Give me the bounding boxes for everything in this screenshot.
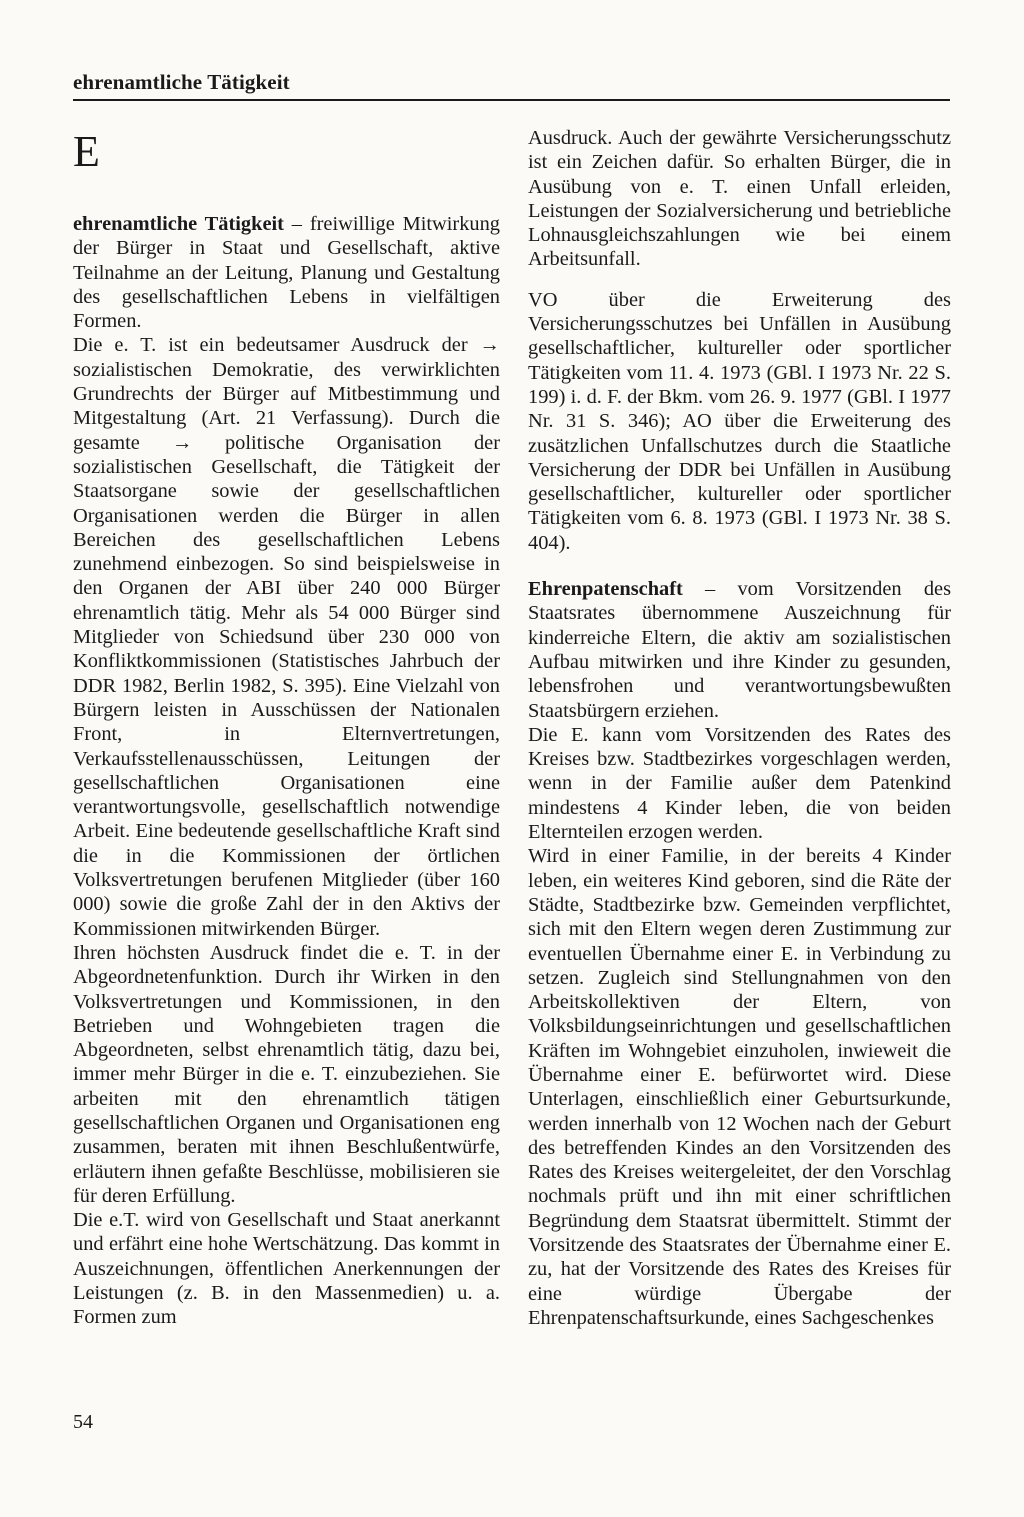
entry-definition: – vom Vorsitzenden des Staatsrates übernommene Auszeichnung für kinderreiche Eltern, die aktiv am sozialistischen Aufbau mitwirken und ihre Kinder zu gesunden, lebensfrohen und verantwortungsbewußten Staatsbürgern erziehen. [528, 578, 951, 722]
running-head: ehrenamtliche Tätigkeit [73, 70, 290, 94]
left-column [73, 122, 500, 1330]
entry-ehrenpatenschaft [528, 577, 951, 723]
paragraph: Die E. kann vom Vorsitzenden des Rates des Kreises bzw. Stadtbezirkes vorgeschlagen werden, wenn in der Familie außer dem Patenkind mindestens 4 Kinder leben, die von beiden Elternteilen erzogen werden. [528, 723, 951, 844]
legal-references: VO über die Erweiterung des Versicherungsschutzes bei Unfällen in Ausübung gesellschaftlicher, kultureller oder sportlicher Tätigkeiten vom 11. 4. 1973 (GBl. I 1973 Nr. 22 S. 199) i. d. F. der Bkm. vom 26. 9. 1977 (GBl. I 1977 Nr. 31 S. 346); AO über die Erweiterung des zusätzlichen Unfallschutzes durch die Staatliche Versicherung der DDR bei Unfällen in Ausübung gesellschaftlicher, kultureller oder sportlicher Tätigkeiten vom 6. 8. 1973 (GBl. I 1973 Nr. 38 S. 404). [528, 288, 951, 554]
section-letter: E [73, 127, 100, 176]
paragraph: Die e.T. wird von Gesellschaft und Staat anerkannt und erfährt eine hohe Wertschätzung. Das kommt in Auszeichnungen, öffentlichen Anerkennungen der Leistungen (z. B. in den Massenmedien) u. a. Formen zum [73, 1209, 500, 1329]
right-column [528, 126, 951, 1330]
paragraph: Ihren höchsten Ausdruck findet die e. T. in der Abgeordnetenfunktion. Durch ihr Wirken in den Volksvertretungen und Kommissionen, in den Betrieben und Wohngebieten tragen die Abgeordneten, selbst ehrenamtlich tätig, dazu bei, immer mehr Bürger in die e. T. einzubeziehen. Sie arbeiten mit den ehrenamtlich tätigen gesellschaftlichen Organen und Organisationen eng zusammen, beraten mit ihnen Beschlußentwürfe, erläutern ihnen gefaßte Beschlüsse, mobilisieren sie für deren Erfüllung. [73, 941, 500, 1207]
paragraph: Die e. T. ist ein bedeutsamer Ausdruck der → sozialistischen Demokratie, des verwirklichten Grundrechts der Bürger auf Mitbestimmung und Mitgestaltung (Art. 21 Verfassung). Durch die gesamte → politische Organisation der sozialistischen Gesellschaft, die Tätigkeit der Staatsorgane sowie der gesellschaftlichen Organisationen werden die Bürger in allen Bereichen des gesellschaftlichen Lebens zunehmend einbezogen. So sind beispielsweise in den Organen der ABI über 240 000 Bürger ehrenamtlich tätig. Mehr als 54 000 Bürger sind Mitglieder von Schiedsund über 230 000 von Konfliktkommissionen (Statistisches Jahrbuch der DDR 1982, Berlin 1982, S. 395). Eine Vielzahl von Bürgern leisten in Ausschüssen der Nationalen Front, in Elternvertretungen, Verkaufsstellenausschüssen, Leitungen der gesellschaftlichen Organisationen eine verantwortungsvolle, gesellschaftlich notwendige Arbeit. Eine bedeutende gesellschaftliche Kraft sind die in die Kommissionen der örtlichen Volksvertretungen berufenen Mitglieder (über 160 000) sowie die große Zahl der in den Aktivs der Kommissionen mitwirkenden Bürger. [73, 334, 500, 940]
entry-ehrenamtliche-taetigkeit [73, 212, 500, 333]
entry-definition: – freiwillige Mitwirkung der Bürger in Staat und Gesellschaft, aktive Teilnahme an der Leitung, Planung und Gestaltung des gesellschaftlichen Lebens in vielfältigen Formen. [73, 213, 500, 333]
entry-term: Ehrenpatenschaft [528, 578, 683, 601]
entry-term: ehrenamtliche Tätigkeit [73, 213, 284, 235]
paragraph: Ausdruck. Auch der gewährte Versicherungsschutz ist ein Zeichen dafür. So erhalten Bürger, die in Ausübung von e. T. einen Unfall erleiden, Leistungen der Sozialversicherung und betriebliche Lohnausgleichszahlungen wie bei einem Arbeitsunfall. [528, 127, 951, 271]
header-rule [73, 99, 950, 101]
page-number: 54 [73, 1411, 93, 1433]
paragraph: Wird in einer Familie, in der bereits 4 Kinder leben, ein weiteres Kind geboren, sind die Räte der Städte, Stadtbezirke bzw. Gemeinden verpflichtet, sich mit den Eltern wegen deren Zustimmung zur eventuellen Übernahme einer E. in Verbindung zu setzen. Zugleich sind Stellungnahmen von den Arbeitskollektiven der Eltern, von Volksbildungseinrichtungen und gesellschaftlichen Kräften im Wohngebiet einzuholen, inwieweit die Übernahme einer E. befürwortet wird. Diese Unterlagen, einschließlich einer Geburtsurkunde, werden innerhalb von 12 Wochen nach der Geburt des betreffenden Kindes an den Vorsitzenden des Rates des Kreises weitergeleitet, der den Vorschlag nochmals prüft und ihn mit einer schriftlichen Begründung dem Staatsrat übermittelt. Stimmt der Vorsitzende des Staatsrates der Übernahme einer E. zu, hat der Vorsitzende des Rates des Kreises für eine würdige Übergabe der Ehrenpatenschaftsurkunde, eines Sachgeschenkes [528, 845, 951, 1329]
